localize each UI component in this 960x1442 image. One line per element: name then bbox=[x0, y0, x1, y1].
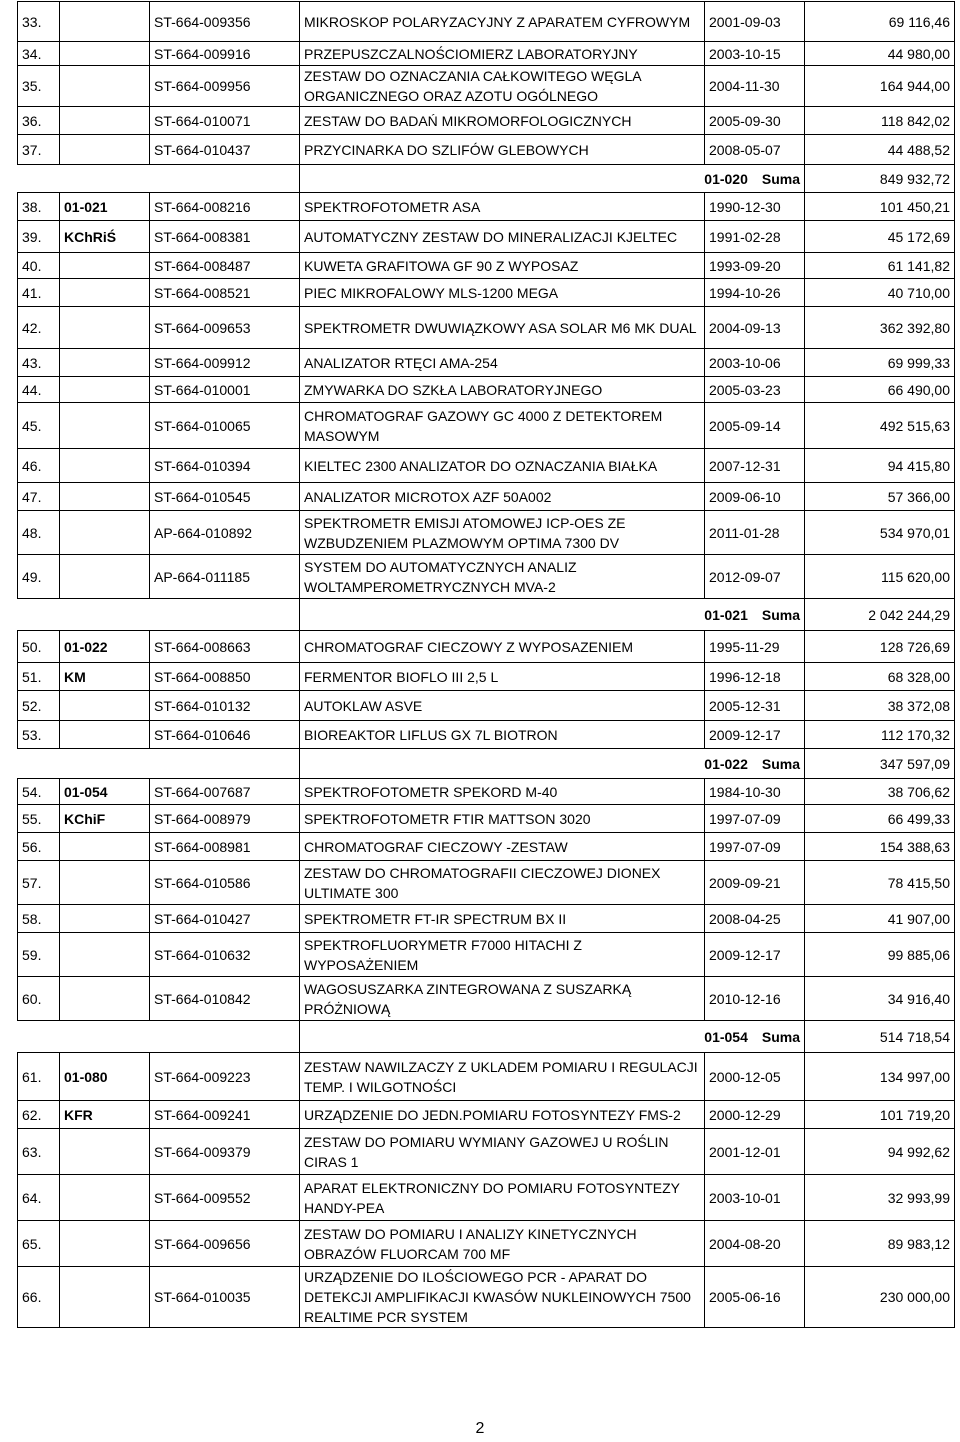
inventory-number-cell: ST-664-008381 bbox=[150, 221, 300, 253]
acquisition-date-cell: 1993-09-20 bbox=[705, 253, 805, 279]
group-code-cell bbox=[60, 511, 150, 555]
group-code-cell bbox=[60, 279, 150, 307]
row-number-cell: 50. bbox=[18, 631, 60, 663]
item-name-cell: APARAT ELEKTRONICZNY DO POMIARU FOTOSYNTEZY HANDY-PEA bbox=[300, 1175, 705, 1221]
value-cell: 32 993,99 bbox=[805, 1175, 955, 1221]
acquisition-date-cell: 2005-12-31 bbox=[705, 691, 805, 721]
inventory-number-cell: AP-664-010892 bbox=[150, 511, 300, 555]
table-row bbox=[18, 1221, 955, 1267]
row-number-cell: 36. bbox=[18, 107, 60, 135]
row-number-cell: 57. bbox=[18, 861, 60, 905]
item-name-cell: ANALIZATOR MICROTOX AZF 50A002 bbox=[300, 483, 705, 511]
table-row bbox=[18, 555, 955, 599]
row-number-cell: 56. bbox=[18, 833, 60, 861]
item-name-cell: CHROMATOGRAF CIECZOWY Z WYPOSAZENIEM bbox=[300, 631, 705, 663]
item-name-cell: BIOREAKTOR LIFLUS GX 7L BIOTRON bbox=[300, 721, 705, 749]
inventory-number-cell: ST-664-009552 bbox=[150, 1175, 300, 1221]
item-name-cell: SPEKTROFOTOMETR SPEKORD M-40 bbox=[300, 779, 705, 805]
item-name-cell: SPEKTROFLUORYMETR F7000 HITACHI Z WYPOSAŻENIEM bbox=[300, 933, 705, 977]
acquisition-date-cell: 2001-12-01 bbox=[705, 1129, 805, 1175]
item-name-cell: KUWETA GRAFITOWA GF 90 Z WYPOSAZ bbox=[300, 253, 705, 279]
inventory-number-cell: ST-664-008487 bbox=[150, 253, 300, 279]
acquisition-date-cell: 2005-09-14 bbox=[705, 403, 805, 449]
row-number-cell: 58. bbox=[18, 905, 60, 933]
group-code-cell bbox=[60, 861, 150, 905]
table-row bbox=[18, 1129, 955, 1175]
row-number-cell: 37. bbox=[18, 135, 60, 165]
page-number: 2 bbox=[475, 1420, 485, 1437]
item-name-cell: AUTOKLAW ASVE bbox=[300, 691, 705, 721]
group-code-cell: KFR bbox=[60, 1101, 150, 1129]
value-cell: 128 726,69 bbox=[805, 631, 955, 663]
inventory-number-cell: ST-664-008979 bbox=[150, 805, 300, 833]
group-sum-row bbox=[18, 165, 955, 193]
acquisition-date-cell: 1991-02-28 bbox=[705, 221, 805, 253]
inventory-number-cell: ST-664-009356 bbox=[150, 2, 300, 42]
acquisition-date-cell: 2010-12-16 bbox=[705, 977, 805, 1021]
inventory-number-cell: ST-664-010437 bbox=[150, 135, 300, 165]
sum-label-cell bbox=[300, 599, 805, 631]
row-number-cell: 33. bbox=[18, 2, 60, 42]
item-name-cell: SPEKTROMETR EMISJI ATOMOWEJ ICP-OES ZE WZBUDZENIEM PLAZMOWYM OPTIMA 7300 DV bbox=[300, 511, 705, 555]
item-name-cell: WAGOSUSZARKA ZINTEGROWANA Z SUSZARKĄ PRÓŻNIOWĄ bbox=[300, 977, 705, 1021]
value-cell: 66 490,00 bbox=[805, 377, 955, 403]
item-name-cell: PRZEPUSZCZALNOŚCIOMIERZ LABORATORYJNY bbox=[300, 42, 705, 66]
inventory-number-cell: ST-664-010632 bbox=[150, 933, 300, 977]
table-row bbox=[18, 135, 955, 165]
acquisition-date-cell: 2001-09-03 bbox=[705, 2, 805, 42]
table-row bbox=[18, 66, 955, 107]
item-name-cell: URZĄDZENIE DO JEDN.POMIARU FOTOSYNTEZY FMS-2 bbox=[300, 1101, 705, 1129]
inventory-number-cell: ST-664-010842 bbox=[150, 977, 300, 1021]
item-name-cell: SYSTEM DO AUTOMATYCZNYCH ANALIZ WOLTAMPEROMETRYCZNYCH MVA-2 bbox=[300, 555, 705, 599]
row-number-cell: 38. bbox=[18, 193, 60, 221]
row-number-cell: 55. bbox=[18, 805, 60, 833]
inventory-number-cell: ST-664-009653 bbox=[150, 307, 300, 349]
value-cell: 57 366,00 bbox=[805, 483, 955, 511]
acquisition-date-cell: 2008-05-07 bbox=[705, 135, 805, 165]
table-row bbox=[18, 403, 955, 449]
inventory-number-cell: ST-664-010035 bbox=[150, 1267, 300, 1328]
value-cell: 40 710,00 bbox=[805, 279, 955, 307]
value-cell: 44 980,00 bbox=[805, 42, 955, 66]
value-cell: 68 328,00 bbox=[805, 663, 955, 691]
value-cell: 230 000,00 bbox=[805, 1267, 955, 1328]
table-row bbox=[18, 253, 955, 279]
inventory-number-cell: ST-664-009223 bbox=[150, 1053, 300, 1101]
acquisition-date-cell: 1997-07-09 bbox=[705, 833, 805, 861]
inventory-number-cell: ST-664-010646 bbox=[150, 721, 300, 749]
value-cell: 38 372,08 bbox=[805, 691, 955, 721]
group-code-cell bbox=[60, 905, 150, 933]
table-row bbox=[18, 861, 955, 905]
row-number-cell: 53. bbox=[18, 721, 60, 749]
sum-group-code: 01-021 bbox=[704, 606, 748, 623]
value-cell: 89 983,12 bbox=[805, 1221, 955, 1267]
value-cell: 69 999,33 bbox=[805, 349, 955, 377]
table-row bbox=[18, 663, 955, 691]
item-name-cell: ZESTAW DO POMIARU I ANALIZY KINETYCZNYCH OBRAZÓW FLUORCAM 700 MF bbox=[300, 1221, 705, 1267]
value-cell: 99 885,06 bbox=[805, 933, 955, 977]
item-name-cell: URZĄDZENIE DO ILOŚCIOWEGO PCR - APARAT DO DETEKCJI AMPLIFIKACJI KWASÓW NUKLEINOWYCH 7500 REALTIME PCR SYSTEM bbox=[300, 1267, 705, 1328]
sum-label-cell bbox=[300, 1021, 805, 1053]
acquisition-date-cell: 2005-06-16 bbox=[705, 1267, 805, 1328]
inventory-number-cell: ST-664-010071 bbox=[150, 107, 300, 135]
acquisition-date-cell: 1997-07-09 bbox=[705, 805, 805, 833]
table-row bbox=[18, 1053, 955, 1101]
row-number-cell: 62. bbox=[18, 1101, 60, 1129]
value-cell: 134 997,00 bbox=[805, 1053, 955, 1101]
value-cell: 44 488,52 bbox=[805, 135, 955, 165]
group-code-cell bbox=[60, 555, 150, 599]
row-number-cell: 35. bbox=[18, 66, 60, 107]
table-row bbox=[18, 1267, 955, 1328]
group-code-cell bbox=[60, 449, 150, 483]
item-name-cell: AUTOMATYCZNY ZESTAW DO MINERALIZACJI KJELTEC bbox=[300, 221, 705, 253]
group-code-cell bbox=[60, 2, 150, 42]
acquisition-date-cell: 1990-12-30 bbox=[705, 193, 805, 221]
row-number-cell: 59. bbox=[18, 933, 60, 977]
table-row bbox=[18, 779, 955, 805]
sum-group-code: 01-022 bbox=[704, 755, 748, 772]
row-number-cell: 60. bbox=[18, 977, 60, 1021]
table-row bbox=[18, 349, 955, 377]
inventory-number-cell: ST-664-009656 bbox=[150, 1221, 300, 1267]
group-code-cell bbox=[60, 1267, 150, 1328]
item-name-cell: FERMENTOR BIOFLO III 2,5 L bbox=[300, 663, 705, 691]
acquisition-date-cell: 2003-10-15 bbox=[705, 42, 805, 66]
table-row bbox=[18, 221, 955, 253]
value-cell: 69 116,46 bbox=[805, 2, 955, 42]
value-cell: 45 172,69 bbox=[805, 221, 955, 253]
group-code-cell: 01-080 bbox=[60, 1053, 150, 1101]
value-cell: 118 842,02 bbox=[805, 107, 955, 135]
sum-label-cell bbox=[300, 165, 805, 193]
row-number-cell: 64. bbox=[18, 1175, 60, 1221]
sum-spacer bbox=[18, 1021, 300, 1053]
item-name-cell: ZMYWARKA DO SZKŁA LABORATORYJNEGO bbox=[300, 377, 705, 403]
inventory-number-cell: ST-664-010545 bbox=[150, 483, 300, 511]
group-code-cell bbox=[60, 42, 150, 66]
row-number-cell: 66. bbox=[18, 1267, 60, 1328]
acquisition-date-cell: 2005-09-30 bbox=[705, 107, 805, 135]
table-row bbox=[18, 377, 955, 403]
table-row bbox=[18, 805, 955, 833]
group-code-cell bbox=[60, 1175, 150, 1221]
group-code-cell bbox=[60, 307, 150, 349]
inventory-number-cell: ST-664-008663 bbox=[150, 631, 300, 663]
sum-group-code: 01-020 bbox=[704, 170, 748, 187]
sum-label: Suma bbox=[761, 755, 800, 772]
acquisition-date-cell: 2003-10-06 bbox=[705, 349, 805, 377]
sum-label: Suma bbox=[761, 170, 800, 187]
acquisition-date-cell: 2009-12-17 bbox=[705, 721, 805, 749]
group-code-cell bbox=[60, 403, 150, 449]
inventory-table bbox=[17, 1, 955, 1328]
inventory-number-cell: ST-664-009956 bbox=[150, 66, 300, 107]
group-code-cell: 01-054 bbox=[60, 779, 150, 805]
group-sum-row bbox=[18, 599, 955, 631]
acquisition-date-cell: 2000-12-05 bbox=[705, 1053, 805, 1101]
item-name-cell: KIELTEC 2300 ANALIZATOR DO OZNACZANIA BIAŁKA bbox=[300, 449, 705, 483]
group-sum-row bbox=[18, 749, 955, 779]
inventory-number-cell: ST-664-009379 bbox=[150, 1129, 300, 1175]
item-name-cell: SPEKTROFOTOMETR FTIR MATTSON 3020 bbox=[300, 805, 705, 833]
table-row bbox=[18, 307, 955, 349]
sum-group-code: 01-054 bbox=[704, 1028, 748, 1045]
sum-value-cell: 347 597,09 bbox=[805, 749, 955, 779]
group-code-cell: KM bbox=[60, 663, 150, 691]
value-cell: 38 706,62 bbox=[805, 779, 955, 805]
inventory-number-cell: ST-664-008981 bbox=[150, 833, 300, 861]
inventory-number-cell: ST-664-007687 bbox=[150, 779, 300, 805]
inventory-number-cell: ST-664-009912 bbox=[150, 349, 300, 377]
row-number-cell: 42. bbox=[18, 307, 60, 349]
acquisition-date-cell: 2004-09-13 bbox=[705, 307, 805, 349]
row-number-cell: 41. bbox=[18, 279, 60, 307]
group-code-cell bbox=[60, 349, 150, 377]
value-cell: 41 907,00 bbox=[805, 905, 955, 933]
table-row bbox=[18, 449, 955, 483]
row-number-cell: 43. bbox=[18, 349, 60, 377]
value-cell: 101 450,21 bbox=[805, 193, 955, 221]
row-number-cell: 49. bbox=[18, 555, 60, 599]
acquisition-date-cell: 1995-11-29 bbox=[705, 631, 805, 663]
sum-value-cell: 849 932,72 bbox=[805, 165, 955, 193]
group-code-cell bbox=[60, 1129, 150, 1175]
table-row bbox=[18, 1175, 955, 1221]
group-code-cell bbox=[60, 483, 150, 511]
value-cell: 164 944,00 bbox=[805, 66, 955, 107]
inventory-number-cell: ST-664-008850 bbox=[150, 663, 300, 691]
item-name-cell: MIKROSKOP POLARYZACYJNY Z APARATEM CYFROWYM bbox=[300, 2, 705, 42]
item-name-cell: CHROMATOGRAF CIECZOWY -ZESTAW bbox=[300, 833, 705, 861]
value-cell: 154 388,63 bbox=[805, 833, 955, 861]
table-row bbox=[18, 631, 955, 663]
acquisition-date-cell: 2004-11-30 bbox=[705, 66, 805, 107]
inventory-number-cell: ST-664-010427 bbox=[150, 905, 300, 933]
acquisition-date-cell: 2011-01-28 bbox=[705, 511, 805, 555]
table-row bbox=[18, 279, 955, 307]
value-cell: 534 970,01 bbox=[805, 511, 955, 555]
inventory-number-cell: ST-664-010065 bbox=[150, 403, 300, 449]
acquisition-date-cell: 1994-10-26 bbox=[705, 279, 805, 307]
row-number-cell: 44. bbox=[18, 377, 60, 403]
item-name-cell: CHROMATOGRAF GAZOWY GC 4000 Z DETEKTOREM MASOWYM bbox=[300, 403, 705, 449]
group-code-cell: KChRiŚ bbox=[60, 221, 150, 253]
item-name-cell: ZESTAW DO OZNACZANIA CAŁKOWITEGO WĘGLA ORGANICZNEGO ORAZ AZOTU OGÓLNEGO bbox=[300, 66, 705, 107]
inventory-number-cell: ST-664-008521 bbox=[150, 279, 300, 307]
item-name-cell: SPEKTROMETR DWUWIĄZKOWY ASA SOLAR M6 MK DUAL bbox=[300, 307, 705, 349]
item-name-cell: PIEC MIKROFALOWY MLS-1200 MEGA bbox=[300, 279, 705, 307]
item-name-cell: PRZYCINARKA DO SZLIFÓW GLEBOWYCH bbox=[300, 135, 705, 165]
acquisition-date-cell: 2012-09-07 bbox=[705, 555, 805, 599]
group-code-cell bbox=[60, 135, 150, 165]
acquisition-date-cell: 2007-12-31 bbox=[705, 449, 805, 483]
row-number-cell: 45. bbox=[18, 403, 60, 449]
acquisition-date-cell: 1996-12-18 bbox=[705, 663, 805, 691]
inventory-number-cell: ST-664-009241 bbox=[150, 1101, 300, 1129]
value-cell: 101 719,20 bbox=[805, 1101, 955, 1129]
value-cell: 112 170,32 bbox=[805, 721, 955, 749]
group-code-cell bbox=[60, 66, 150, 107]
table-row bbox=[18, 905, 955, 933]
group-code-cell bbox=[60, 253, 150, 279]
row-number-cell: 34. bbox=[18, 42, 60, 66]
group-code-cell bbox=[60, 377, 150, 403]
group-code-cell bbox=[60, 1221, 150, 1267]
row-number-cell: 61. bbox=[18, 1053, 60, 1101]
value-cell: 66 499,33 bbox=[805, 805, 955, 833]
value-cell: 94 415,80 bbox=[805, 449, 955, 483]
group-code-cell bbox=[60, 833, 150, 861]
table-row bbox=[18, 833, 955, 861]
acquisition-date-cell: 2009-09-21 bbox=[705, 861, 805, 905]
acquisition-date-cell: 2003-10-01 bbox=[705, 1175, 805, 1221]
group-sum-row bbox=[18, 1021, 955, 1053]
value-cell: 362 392,80 bbox=[805, 307, 955, 349]
table-row bbox=[18, 42, 955, 66]
acquisition-date-cell: 2009-12-17 bbox=[705, 933, 805, 977]
row-number-cell: 54. bbox=[18, 779, 60, 805]
row-number-cell: 46. bbox=[18, 449, 60, 483]
value-cell: 34 916,40 bbox=[805, 977, 955, 1021]
row-number-cell: 47. bbox=[18, 483, 60, 511]
table-row bbox=[18, 933, 955, 977]
row-number-cell: 40. bbox=[18, 253, 60, 279]
acquisition-date-cell: 2008-04-25 bbox=[705, 905, 805, 933]
table-row bbox=[18, 721, 955, 749]
table-row bbox=[18, 977, 955, 1021]
row-number-cell: 48. bbox=[18, 511, 60, 555]
row-number-cell: 63. bbox=[18, 1129, 60, 1175]
item-name-cell: SPEKTROFOTOMETR ASA bbox=[300, 193, 705, 221]
acquisition-date-cell: 2000-12-29 bbox=[705, 1101, 805, 1129]
item-name-cell: ZESTAW DO CHROMATOGRAFII CIECZOWEJ DIONEX ULTIMATE 300 bbox=[300, 861, 705, 905]
item-name-cell: ZESTAW DO POMIARU WYMIANY GAZOWEJ U ROŚLIN CIRAS 1 bbox=[300, 1129, 705, 1175]
sum-label: Suma bbox=[761, 1028, 800, 1045]
group-code-cell bbox=[60, 977, 150, 1021]
row-number-cell: 39. bbox=[18, 221, 60, 253]
inventory-number-cell: AP-664-011185 bbox=[150, 555, 300, 599]
table-row bbox=[18, 2, 955, 42]
item-name-cell: ANALIZATOR RTĘCI AMA-254 bbox=[300, 349, 705, 377]
sum-value-cell: 2 042 244,29 bbox=[805, 599, 955, 631]
acquisition-date-cell: 2004-08-20 bbox=[705, 1221, 805, 1267]
item-name-cell: ZESTAW NAWILZACZY Z UKLADEM POMIARU I REGULACJI TEMP. I WILGOTNOŚCI bbox=[300, 1053, 705, 1101]
sum-spacer bbox=[18, 749, 300, 779]
group-code-cell: KChiF bbox=[60, 805, 150, 833]
value-cell: 78 415,50 bbox=[805, 861, 955, 905]
acquisition-date-cell: 1984-10-30 bbox=[705, 779, 805, 805]
value-cell: 115 620,00 bbox=[805, 555, 955, 599]
row-number-cell: 51. bbox=[18, 663, 60, 691]
inventory-number-cell: ST-664-010001 bbox=[150, 377, 300, 403]
acquisition-date-cell: 2009-06-10 bbox=[705, 483, 805, 511]
row-number-cell: 65. bbox=[18, 1221, 60, 1267]
value-cell: 61 141,82 bbox=[805, 253, 955, 279]
row-number-cell: 52. bbox=[18, 691, 60, 721]
table-row bbox=[18, 107, 955, 135]
inventory-number-cell: ST-664-010586 bbox=[150, 861, 300, 905]
group-code-cell bbox=[60, 933, 150, 977]
group-code-cell bbox=[60, 691, 150, 721]
acquisition-date-cell: 2005-03-23 bbox=[705, 377, 805, 403]
sum-label-cell bbox=[300, 749, 805, 779]
sum-spacer bbox=[18, 165, 300, 193]
value-cell: 94 992,62 bbox=[805, 1129, 955, 1175]
table-row bbox=[18, 691, 955, 721]
sum-spacer bbox=[18, 599, 300, 631]
table-row bbox=[18, 193, 955, 221]
inventory-number-cell: ST-664-010394 bbox=[150, 449, 300, 483]
inventory-number-cell: ST-664-010132 bbox=[150, 691, 300, 721]
table-row bbox=[18, 1101, 955, 1129]
inventory-number-cell: ST-664-008216 bbox=[150, 193, 300, 221]
group-code-cell bbox=[60, 721, 150, 749]
table-row bbox=[18, 483, 955, 511]
group-code-cell bbox=[60, 107, 150, 135]
table-row bbox=[18, 511, 955, 555]
sum-label: Suma bbox=[761, 606, 800, 623]
inventory-number-cell: ST-664-009916 bbox=[150, 42, 300, 66]
group-code-cell: 01-022 bbox=[60, 631, 150, 663]
item-name-cell: ZESTAW DO BADAŃ MIKROMORFOLOGICZNYCH bbox=[300, 107, 705, 135]
value-cell: 492 515,63 bbox=[805, 403, 955, 449]
item-name-cell: SPEKTROMETR FT-IR SPECTRUM BX II bbox=[300, 905, 705, 933]
sum-value-cell: 514 718,54 bbox=[805, 1021, 955, 1053]
group-code-cell: 01-021 bbox=[60, 193, 150, 221]
